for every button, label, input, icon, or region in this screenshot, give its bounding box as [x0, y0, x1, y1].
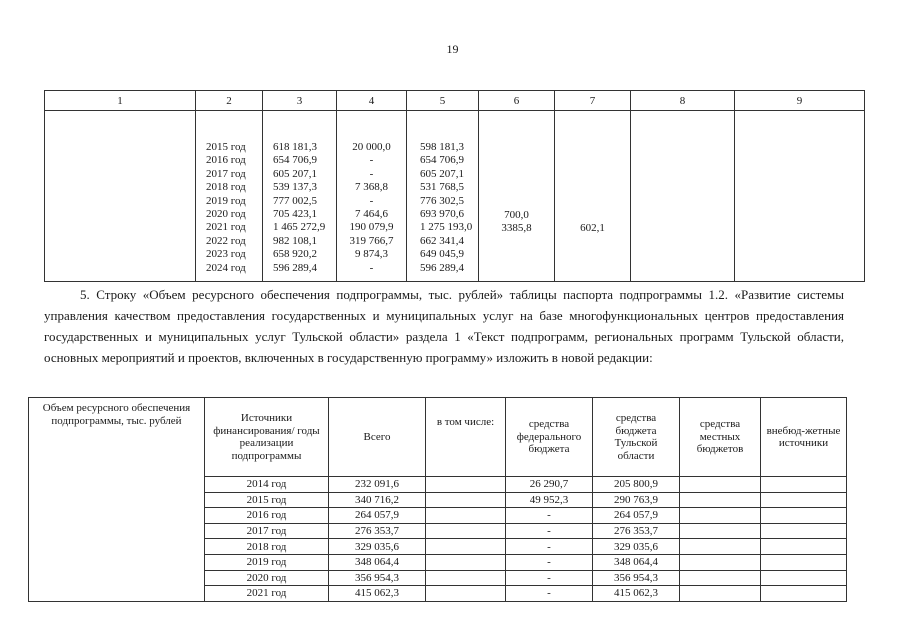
col6-cell: [479, 111, 555, 282]
column-header: Всего: [329, 398, 426, 477]
empty-cell: [761, 492, 847, 508]
regional-cell: 290 763,9: [593, 492, 680, 508]
year-cell: 2021 год: [205, 586, 329, 602]
empty-cell: [680, 492, 761, 508]
value: 693 970,6: [420, 208, 464, 221]
empty-cell: [680, 554, 761, 570]
empty-cell: [761, 570, 847, 586]
value: 190 079,9: [349, 221, 394, 234]
value: 618 181,3: [273, 141, 317, 153]
year: 2017 год: [206, 167, 246, 180]
value: 3385,8: [501, 222, 532, 235]
value: 605 207,1: [420, 167, 464, 180]
col3-cell: [263, 111, 337, 282]
value: -: [369, 261, 374, 274]
empty-cell: [761, 539, 847, 555]
regional-cell: 356 954,3: [593, 570, 680, 586]
year-cell: 2015 год: [205, 492, 329, 508]
empty-cell: [631, 111, 735, 282]
column-number: 3: [263, 91, 337, 111]
year-cell: 2017 год: [205, 523, 329, 539]
value: 700,0: [504, 209, 529, 221]
empty-cell: [426, 477, 506, 493]
year-cell: 2014 год: [205, 477, 329, 493]
value: 1 465 272,9: [273, 221, 326, 234]
column-header: средства местных бюджетов: [680, 398, 761, 477]
value: 9 874,3: [355, 248, 388, 261]
empty-cell: [426, 508, 506, 524]
year: 2019 год: [206, 194, 246, 207]
column-header: Источники финансирования/ годы реализации подпрограммы: [205, 398, 329, 477]
value: 777 002,5: [273, 194, 317, 207]
regional-cell: 264 057,9: [593, 508, 680, 524]
column-number: 6: [479, 91, 555, 111]
column-number: 5: [407, 91, 479, 111]
col5-cell: [407, 111, 479, 282]
federal-cell: -: [506, 570, 593, 586]
empty-cell: [680, 523, 761, 539]
values-row: [45, 111, 865, 282]
year: 2024 год: [206, 261, 246, 274]
federal-cell: 26 290,7: [506, 477, 593, 493]
empty-cell: [680, 539, 761, 555]
empty-cell: [735, 111, 865, 282]
year: 2023 год: [206, 248, 246, 261]
value: -: [369, 194, 374, 207]
empty-cell: [680, 570, 761, 586]
column-header: средства федерального бюджета: [506, 398, 593, 477]
value: 1 275 193,0: [420, 221, 473, 234]
value: 20 000,0: [352, 141, 391, 153]
regional-cell: 205 800,9: [593, 477, 680, 493]
column-number: 4: [337, 91, 407, 111]
federal-cell: -: [506, 523, 593, 539]
federal-cell: -: [506, 539, 593, 555]
value: 776 302,5: [420, 194, 464, 207]
column-number: 1: [45, 91, 196, 111]
empty-cell: [761, 554, 847, 570]
column-header: средства бюджета Тульской области: [593, 398, 680, 477]
year: 2016 год: [206, 154, 246, 167]
value: 319 766,7: [349, 234, 394, 247]
federal-cell: -: [506, 586, 593, 602]
value: 662 341,4: [420, 234, 464, 247]
year: 2015 год: [206, 141, 246, 153]
total-cell: 329 035,6: [329, 539, 426, 555]
value: 602,1: [580, 222, 605, 234]
empty-cell: [761, 508, 847, 524]
empty-cell: [680, 477, 761, 493]
federal-cell: -: [506, 554, 593, 570]
column-header: в том числе:: [426, 398, 506, 477]
empty-cell: [761, 477, 847, 493]
value: -: [369, 167, 374, 180]
column-number: 7: [555, 91, 631, 111]
column-header: внебюд-жетные источники: [761, 398, 847, 477]
empty-cell: [426, 554, 506, 570]
year: 2020 год: [206, 208, 246, 221]
column-number: 2: [196, 91, 263, 111]
value: 531 768,5: [420, 181, 464, 194]
value: 654 706,9: [420, 154, 464, 167]
value: 982 108,1: [273, 234, 317, 247]
value: 539 137,3: [273, 181, 317, 194]
year-cell: 2020 год: [205, 570, 329, 586]
value: 658 920,2: [273, 248, 317, 261]
total-cell: 232 091,6: [329, 477, 426, 493]
total-cell: 415 062,3: [329, 586, 426, 602]
empty-cell: [426, 523, 506, 539]
amendment-paragraph: [44, 284, 844, 368]
total-cell: 276 353,7: [329, 523, 426, 539]
value: 705 423,1: [273, 208, 317, 221]
column-number-row: [45, 91, 865, 111]
value: 596 289,4: [420, 261, 464, 274]
year-cell: 2018 год: [205, 539, 329, 555]
empty-cell: [761, 586, 847, 602]
continuation-table: [44, 90, 865, 282]
col7-cell: [555, 111, 631, 282]
federal-cell: -: [506, 508, 593, 524]
page-number: 19: [446, 42, 459, 56]
value: 654 706,9: [273, 154, 317, 167]
column-number: 9: [735, 91, 865, 111]
regional-cell: 415 062,3: [593, 586, 680, 602]
year: 2022 год: [206, 234, 246, 247]
column-number: 8: [631, 91, 735, 111]
years-cell: [196, 111, 263, 282]
regional-cell: 276 353,7: [593, 523, 680, 539]
total-cell: 356 954,3: [329, 570, 426, 586]
federal-cell: 49 952,3: [506, 492, 593, 508]
empty-cell: [680, 508, 761, 524]
year: 2021 год: [206, 221, 246, 234]
col4-cell: [337, 111, 407, 282]
value: 598 181,3: [420, 141, 464, 153]
value: 7 464,6: [355, 208, 388, 221]
year-cell: 2019 год: [205, 554, 329, 570]
total-cell: 340 716,2: [329, 492, 426, 508]
total-cell: 348 064,4: [329, 554, 426, 570]
value: 7 368,8: [355, 181, 388, 194]
empty-cell: [45, 111, 196, 282]
value: -: [369, 154, 374, 167]
empty-cell: [426, 492, 506, 508]
resource-table: [28, 397, 847, 602]
regional-cell: 348 064,4: [593, 554, 680, 570]
header-row: [29, 398, 847, 477]
empty-cell: [761, 523, 847, 539]
year: 2018 год: [206, 181, 246, 194]
empty-cell: [426, 539, 506, 555]
paragraph-text: 5. Строку «Объем ресурсного обеспечения подпрограммы, тыс. рублей» таблицы паспорта подпрограммы 1.2. «Развитие системы управления качеством предоставления государственных и муниципальных услуг на базе многофункциональных центров предоставления государственных и муниципальных услуг Тульской области» раздела 1 «Текст подпрограмм, региональных программ Тульской области, основных мероприятий и проектов, включенных в государственную программу» изложить в новой редакции:: [44, 287, 844, 365]
empty-cell: [680, 586, 761, 602]
year-cell: 2016 год: [205, 508, 329, 524]
lead-cell: Объем ресурсного обеспечения подпрограммы, тыс. рублей: [29, 398, 205, 602]
empty-cell: [426, 570, 506, 586]
regional-cell: 329 035,6: [593, 539, 680, 555]
value: 605 207,1: [273, 167, 317, 180]
value: 649 045,9: [420, 248, 464, 261]
total-cell: 264 057,9: [329, 508, 426, 524]
empty-cell: [426, 586, 506, 602]
value: 596 289,4: [273, 261, 317, 274]
